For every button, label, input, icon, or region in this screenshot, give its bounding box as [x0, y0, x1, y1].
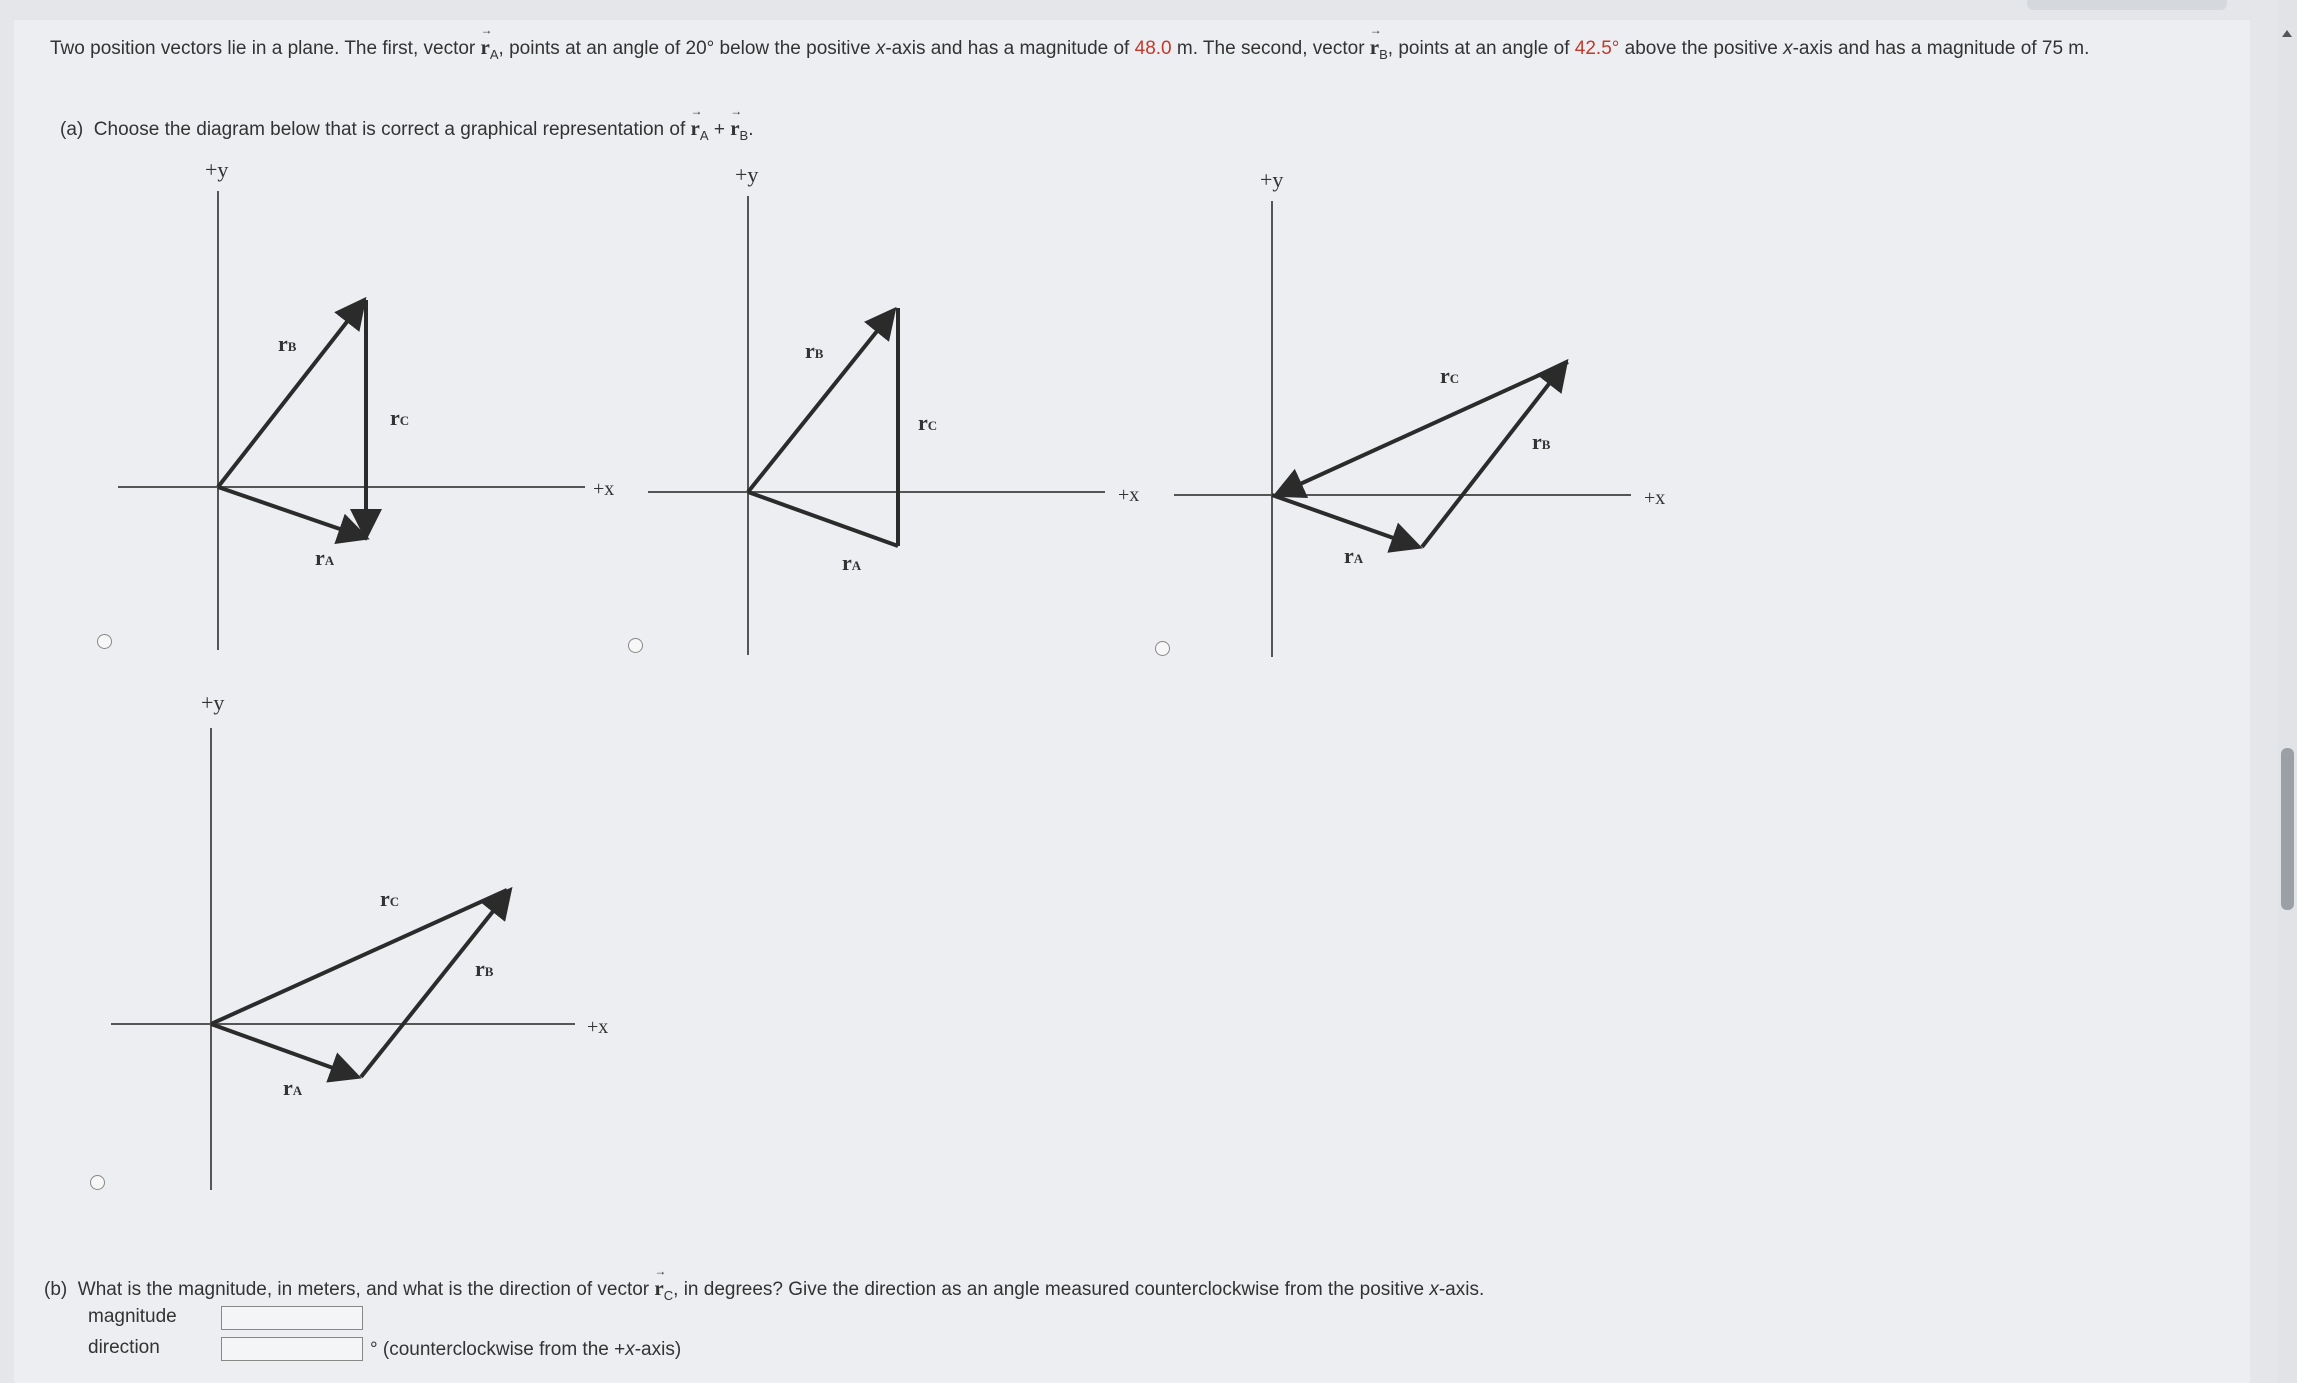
direction-unit: ° (counterclockwise from the +x-axis) [370, 1339, 682, 1360]
y-axis-label: +y [1260, 167, 1284, 192]
vector-a-arrow [1272, 495, 1419, 547]
angle-b-value: 42.5° [1574, 38, 1620, 59]
label-r-c: rC [380, 886, 400, 911]
scroll-up-icon[interactable] [2282, 30, 2292, 37]
vector-r-a: → $r_A$ [481, 34, 499, 68]
vector-b-arrow [748, 310, 894, 492]
scroll-thumb[interactable] [2281, 748, 2294, 910]
x-axis-label: +x [1118, 484, 1140, 506]
diagram-option-2 [640, 160, 1180, 670]
vector-a-arrow [748, 492, 898, 546]
diagram-option-1 [110, 155, 650, 665]
part-a-prompt: (a) Choose the diagram below that is correct a graphical representation of → $r_A$ + → $r_B$. [60, 115, 753, 149]
vector-a-arrow [211, 1024, 358, 1077]
y-axis-label: +y [205, 157, 229, 182]
vector-b-arrow [361, 890, 510, 1077]
option-1-radio[interactable] [97, 634, 112, 649]
y-axis-label: +y [201, 690, 225, 715]
x-axis-label: +x [593, 478, 615, 500]
vector-b-arrow [218, 300, 364, 487]
vector-c-arrow [1276, 362, 1568, 495]
vector-c-arrow [211, 890, 507, 1024]
option-3-radio[interactable] [1155, 641, 1170, 656]
label-r-a: rA [1344, 543, 1364, 568]
label-r-b: rB [475, 956, 494, 981]
x-axis-label: +x [1644, 487, 1666, 509]
x-axis-label: +x [587, 1016, 609, 1038]
option-2-radio[interactable] [628, 638, 643, 653]
label-r-c: rC [1440, 363, 1460, 388]
top-tab [2027, 0, 2227, 10]
vertical-scrollbar[interactable] [2278, 0, 2297, 1383]
label-r-a: rA [315, 545, 335, 570]
part-b-prompt: (b) What is the magnitude, in meters, and what is the direction of vector → $r_C$, in degrees? Give the direction as an angle measured counterclockwise from the positive x-axis. [44, 1275, 1744, 1309]
label-r-a: rA [283, 1075, 303, 1100]
vector-b-arrow [1422, 362, 1566, 547]
vector-a-arrow [218, 487, 366, 538]
label-r-a: rA [842, 550, 862, 575]
label-r-c: rC [918, 410, 938, 435]
magnitude-input[interactable] [221, 1306, 363, 1330]
diagram-option-4 [105, 692, 645, 1202]
option-4-radio[interactable] [90, 1175, 105, 1190]
y-axis-label: +y [735, 162, 759, 187]
diagram-option-3 [1166, 165, 1706, 675]
direction-input[interactable] [221, 1337, 363, 1361]
direction-label: direction [88, 1337, 160, 1358]
magnitude-label: magnitude [88, 1306, 177, 1327]
label-r-c: rC [390, 405, 410, 430]
vector-r-b: → $r_B$ [1370, 34, 1388, 68]
magnitude-a-value: 48.0 [1134, 38, 1172, 59]
label-r-b: rB [278, 331, 297, 356]
question-text: Two position vectors lie in a plane. The first, vector → $r_A$, points at an angle of 20° below the positive x-axis and has a magnitude of 48.0 m. The second, vector → $r_B$, points at an angle of 42.5° above the positive x-axis and has a magnitude of 75 m. [50, 34, 2230, 68]
label-r-b: rB [805, 338, 824, 363]
label-r-b: rB [1532, 429, 1551, 454]
